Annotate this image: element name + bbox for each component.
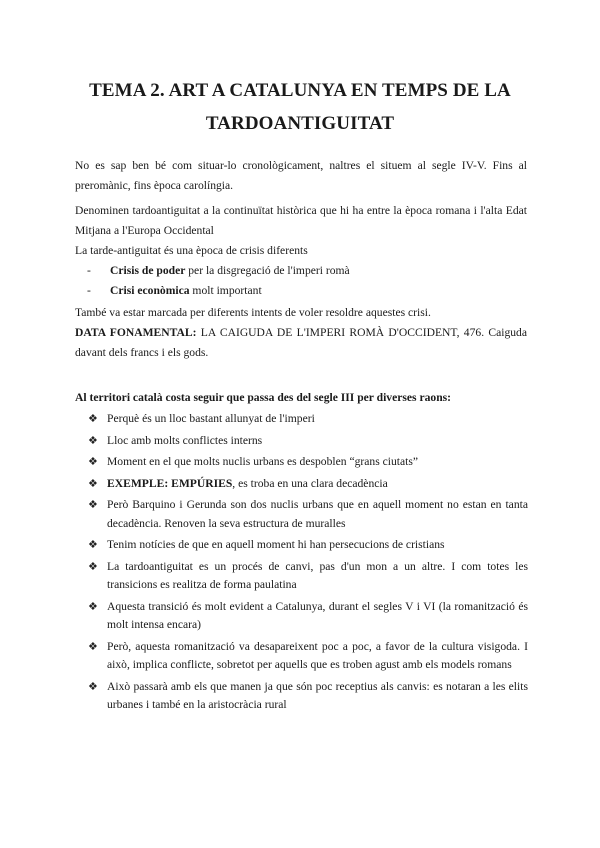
diamond-bullet-icon: ❖ — [88, 600, 98, 613]
crisis-item-text: per la disgregació de l'imperi romà — [185, 264, 350, 277]
list-item — [88, 558, 528, 595]
list-item — [88, 453, 528, 472]
title-line-1: TEMA 2. ART A CATALUNYA EN TEMPS DE LA — [89, 80, 511, 101]
crisis-item-bold: Crisi econòmica — [110, 283, 190, 297]
diamond-bullet-icon: ❖ — [88, 499, 98, 511]
list-item-text: Lloc amb molts conflictes interns — [107, 433, 263, 447]
diamond-bullet-icon: ❖ — [88, 456, 98, 468]
reasons-list — [88, 410, 528, 718]
diamond-bullet-icon: ❖ — [88, 477, 98, 490]
data-fonamental-text: LA CAIGUDA DE L'IMPERI ROMÀ D'OCCIDENT, 476. Caiguda davant dels francs i els gods. — [75, 326, 528, 359]
list-item-text: Aquesta transició és molt evident a Catalunya, durant el segles V i VI (la romanització és molt intensa encara) — [107, 599, 528, 631]
list-item — [88, 432, 528, 451]
intro-paragraph-2: Denominen tardoantiguitat a la continuïtat històrica que hi ha entre la època romana i l'alta Edat Mitjana a l'Europa Occidental — [75, 204, 527, 237]
list-item-text: Perquè és un lloc bastant allunyat de l'imperi — [107, 412, 315, 425]
crisis-item-text: molt important — [189, 283, 262, 297]
list-item — [88, 536, 528, 555]
data-fonamental-label: DATA FONAMENTAL: — [75, 326, 197, 339]
intro-paragraph-4: També va estar marcada per diferents intents de voler resoldre aquestes crisi. — [75, 306, 431, 319]
list-item — [88, 638, 528, 675]
crisis-item-bold: Crisis de poder — [110, 264, 186, 277]
dash-marker: - — [87, 264, 91, 277]
diamond-bullet-icon: ❖ — [88, 539, 98, 551]
crisis-item — [75, 281, 527, 301]
diamond-bullet-icon: ❖ — [88, 640, 98, 653]
list-item-text: Però, aquesta romanització va desapareixent poc a poc, a favor de la cultura visigoda. I això, implica conflicte, sobretot per aquells que es troben agust amb els models romans — [107, 639, 528, 671]
intro-paragraph-3: La tarde-antiguitat és una època de crisis diferents — [75, 244, 308, 257]
list-item-bold: EXEMPLE: EMPÚRIES — [107, 476, 233, 490]
intro-section — [75, 156, 527, 363]
list-item — [88, 410, 528, 429]
list-item-text: , es troba en una clara decadència — [232, 476, 388, 490]
dash-marker: - — [87, 283, 91, 297]
diamond-bullet-icon: ❖ — [88, 680, 98, 693]
data-fonamental-paragraph — [75, 323, 527, 363]
list-item — [88, 496, 528, 533]
page-title — [60, 74, 540, 140]
list-item — [88, 475, 528, 494]
crisis-item — [75, 261, 527, 281]
intro-paragraph-1: No es sap ben bé com situar-lo cronològicament, naltres el situem al segle IV-V. Fins al preromànic, fins època carolíngia. — [75, 159, 527, 192]
title-line-2: TARDOANTIGUITAT — [205, 113, 395, 134]
list-item-text: Tenim notícies de que en aquell moment hi han persecucions de cristians — [107, 538, 445, 551]
section-heading: Al territori català costa seguir que passa des del segle III per diverses raons: — [75, 391, 452, 404]
list-item — [88, 678, 528, 715]
list-item-text: Moment en el que molts nuclis urbans es despoblen “grans ciutats” — [107, 455, 419, 468]
diamond-bullet-icon: ❖ — [88, 560, 98, 573]
diamond-bullet-icon: ❖ — [88, 413, 98, 425]
list-item-text: Però Barquino i Gerunda son dos nuclis urbans que en aquell moment no estan en tanta decadència. Renoven la seva estructura de muralles — [107, 498, 528, 530]
diamond-bullet-icon: ❖ — [88, 434, 98, 447]
list-item-text: Això passarà amb els que manen ja que són poc receptius als canvis: es notaran a les elits urbanes i també en la aristocràcia rural — [107, 679, 528, 711]
list-item-text: La tardoantiguitat es un procés de canvi, pas d'un mon a un altre. I com totes les transicions es realitza de forma paulatina — [107, 559, 528, 591]
list-item — [88, 598, 528, 635]
